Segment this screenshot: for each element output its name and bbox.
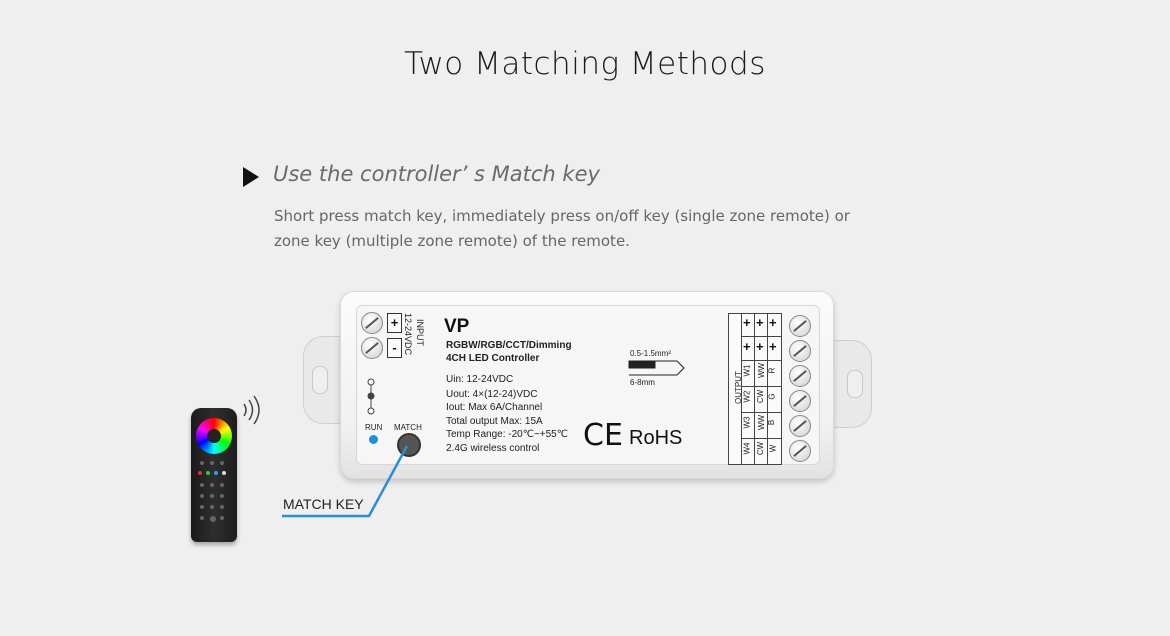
model-name: VP <box>444 316 470 337</box>
match-key-callout-label: MATCH KEY <box>283 496 364 512</box>
spec-iout: Iout: Max 6A/Channel <box>446 402 543 413</box>
output-label: OUTPUT <box>733 371 743 404</box>
output-w1: W1 <box>742 364 752 377</box>
input-label: INPUT <box>415 319 425 346</box>
spec-total-output: Total output Max: 15A <box>446 416 543 427</box>
output-b: B <box>767 419 777 426</box>
spec-uout: Uout: 4×(12-24)VDC <box>446 389 538 400</box>
controller-type-2: 4CH LED Controller <box>446 353 540 364</box>
input-diagram <box>368 379 374 414</box>
wireless-signal-icon <box>244 396 259 424</box>
spec-uin: Uin: 12-24VDC <box>446 374 514 385</box>
output-r: R <box>767 367 777 374</box>
output-w4: W4 <box>742 442 752 455</box>
output-plus-2: + <box>756 315 764 330</box>
page-title: Two Matching Methods <box>404 46 766 82</box>
output-w2: W2 <box>742 390 752 403</box>
output-plus-4: + <box>743 339 751 354</box>
output-plus-3: + <box>769 315 777 330</box>
output-w3: W3 <box>742 416 752 429</box>
output-ww-1: WW <box>757 362 767 379</box>
input-plus-sign: + <box>387 313 402 333</box>
output-ww-2: WW <box>757 414 767 431</box>
input-minus-sign: - <box>387 338 402 358</box>
spec-temp-range: Temp Range: -20℃~+55℃ <box>446 429 568 440</box>
output-cw-2: CW <box>756 441 766 456</box>
output-plus-1: + <box>743 315 751 330</box>
input-voltage: 12-24VDC <box>403 313 413 356</box>
output-plus-6: + <box>769 339 777 354</box>
wire-strip-icon <box>629 361 684 375</box>
spec-wireless: 2.4G wireless control <box>446 443 540 454</box>
ce-mark: CE <box>583 418 623 453</box>
controller-type-1: RGBW/RGB/CCT/Dimming <box>446 340 572 351</box>
strip-length-label: 6-8mm <box>630 378 655 387</box>
output-w: W <box>768 444 778 453</box>
method-subtitle: Use the controller’ s Match key <box>273 162 600 186</box>
output-g: G <box>767 393 777 400</box>
match-label: MATCH <box>394 423 422 432</box>
run-label: RUN <box>365 423 383 432</box>
description-line-1: Short press match key, immediately press on/off key (single zone remote) or <box>274 207 850 225</box>
wire-gauge-label: 0.5-1.5mm² <box>630 349 671 358</box>
output-cw-1: CW <box>756 389 766 404</box>
output-plus-5: + <box>756 339 764 354</box>
rohs-mark: RoHS <box>629 427 683 449</box>
description-line-2: zone key (multiple zone remote) of the remote. <box>274 232 630 250</box>
